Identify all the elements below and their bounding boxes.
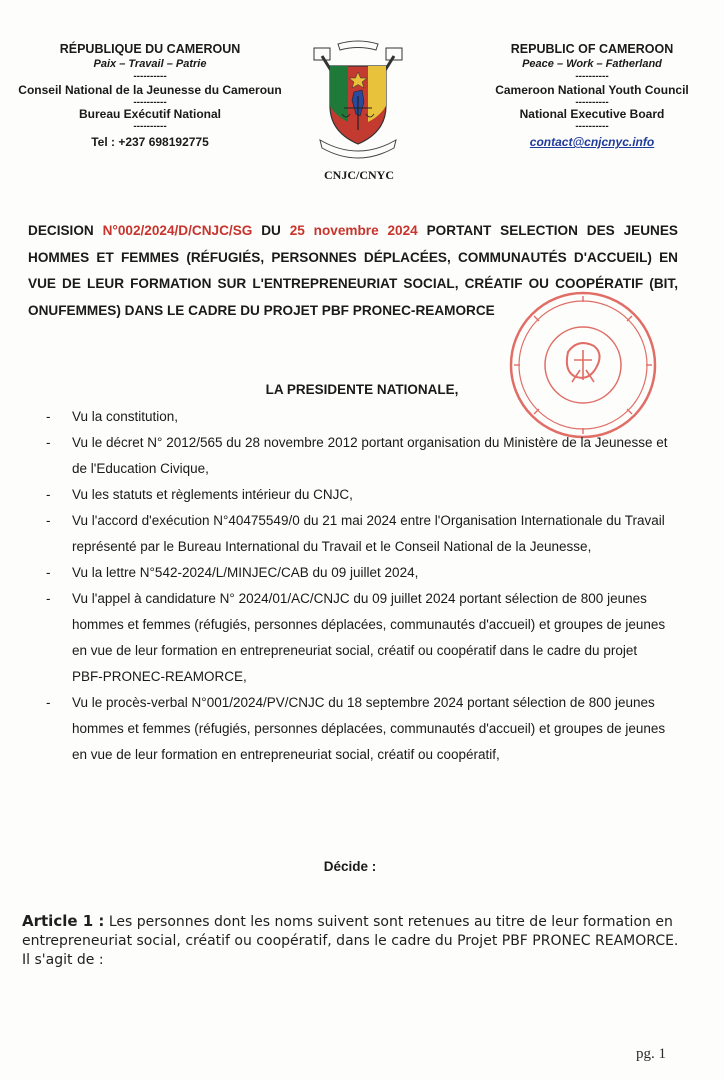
article-1-label: Article 1 : xyxy=(22,912,105,930)
decision-prefix: DECISION xyxy=(28,223,94,238)
consideration-item xyxy=(40,508,670,560)
consideration-item xyxy=(40,560,670,586)
header-right-separator-3: ---------- xyxy=(575,121,609,132)
header-right-motto: Peace – Work – Fatherland xyxy=(522,58,662,70)
page-number: pg. 1 xyxy=(636,1046,666,1062)
header-right-country: REPUBLIC OF CAMEROON xyxy=(510,42,674,56)
list-bullet: - xyxy=(46,409,51,424)
consideration-text: Vu le décret N° 2012/565 du 28 novembre 2012 portant organisation du Ministère de la Jeunesse et de l'Education Civique, xyxy=(72,435,668,476)
list-bullet: - xyxy=(46,487,51,502)
decision-du: DU xyxy=(261,223,281,238)
consideration-text: Vu le procès-verbal N°001/2024/PV/CNJC du 18 septembre 2024 portant sélection de 800 jeunes hommes et femmes (réfugiés, personnes déplacées, communautés d'accueil) et groupes de jeunes en vue de leur formation en entrepreneuriat social, créatif ou coopératif, xyxy=(72,695,666,762)
header-right-organization: Cameroon National Youth Council xyxy=(495,83,689,97)
header-left-organization: Conseil National de la Jeunesse du Cameroun xyxy=(18,83,282,97)
consideration-item xyxy=(40,482,670,508)
decide-heading: Décide : xyxy=(323,859,377,874)
header-left-phone: Tel : +237 698192775 xyxy=(91,135,209,149)
decision-body: PORTANT SELECTION DES JEUNES HOMMES ET FEMMES (RÉFUGIÉS, PERSONNES DÉPLACÉES, COMMUNAUTÉS D'ACCUEIL) EN VUE DE LEUR FORMATION SUR L'ENTREPRENEURIAT SOCIAL, CRÉATIF OU COOPÉRATIF (BIT, ONUFEMMES) DANS LE CADRE DU PROJET PBF PRONEC-REAMORCE xyxy=(28,223,678,318)
header-left xyxy=(0,42,300,150)
consideration-text: Vu les statuts et règlements intérieur du CNJC, xyxy=(72,487,353,502)
header-left-separator-2: ---------- xyxy=(133,97,167,108)
consideration-text: Vu l'accord d'exécution N°40475549/0 du 21 mai 2024 entre l'Organisation Internationale du Travail représenté par le Bureau International du Travail et le Conseil National de la Jeunesse, xyxy=(72,513,665,554)
consideration-text: Vu l'appel à candidature N° 2024/01/AC/CNJC du 09 juillet 2024 portant sélection de 800 jeunes hommes et femmes (réfugiés, personnes déplacées, communautés d'accueil) et groupes de jeunes en vue de leur formation en entrepreneuriat social, créatif ou coopératif dans le cadre du projet PBF-PRONEC-REAMORCE, xyxy=(72,591,666,684)
list-bullet: - xyxy=(46,565,51,580)
header-right-email-link[interactable]: contact@cnjcnyc.info xyxy=(529,135,655,149)
consideration-item xyxy=(40,586,670,690)
header-left-separator-1: ---------- xyxy=(133,71,167,82)
list-bullet: - xyxy=(46,695,51,710)
president-heading: LA PRESIDENTE NATIONALE, xyxy=(265,382,459,397)
header-right-separator-2: ---------- xyxy=(575,97,609,108)
decision-number: N°002/2024/D/CNJC/SG xyxy=(102,223,253,238)
considerations-list xyxy=(40,404,670,768)
list-bullet: - xyxy=(46,435,51,450)
header-right-separator-1: ---------- xyxy=(575,71,609,82)
list-bullet: - xyxy=(46,591,51,606)
decision-date: 25 novembre 2024 xyxy=(289,223,418,238)
header-left-bureau: Bureau Exécutif National xyxy=(78,107,222,121)
header-left-separator-3: ---------- xyxy=(133,121,167,132)
consideration-item xyxy=(40,404,670,430)
consideration-item xyxy=(40,690,670,768)
coat-of-arms-emblem xyxy=(310,36,406,160)
emblem-label: CNJC/CNYC xyxy=(324,168,394,182)
list-bullet: - xyxy=(46,513,51,528)
article-1 xyxy=(22,912,682,970)
consideration-text: Vu la lettre N°542-2024/L/MINJEC/CAB du 09 juillet 2024, xyxy=(72,565,419,580)
header-right xyxy=(460,42,724,150)
consideration-text: Vu la constitution, xyxy=(72,409,179,424)
header-right-board: National Executive Board xyxy=(519,107,665,121)
header-left-motto: Paix – Travail – Patrie xyxy=(93,58,207,70)
header-left-country: RÉPUBLIQUE DU CAMEROUN xyxy=(59,42,241,56)
article-1-text: Les personnes dont les noms suivent sont retenues au titre de leur formation en entrepreneuriat social, créatif ou coopératif, dans le cadre du Projet PBF PRONEC REAMORCE. Il s'agit de : xyxy=(22,914,679,968)
consideration-item xyxy=(40,430,670,482)
